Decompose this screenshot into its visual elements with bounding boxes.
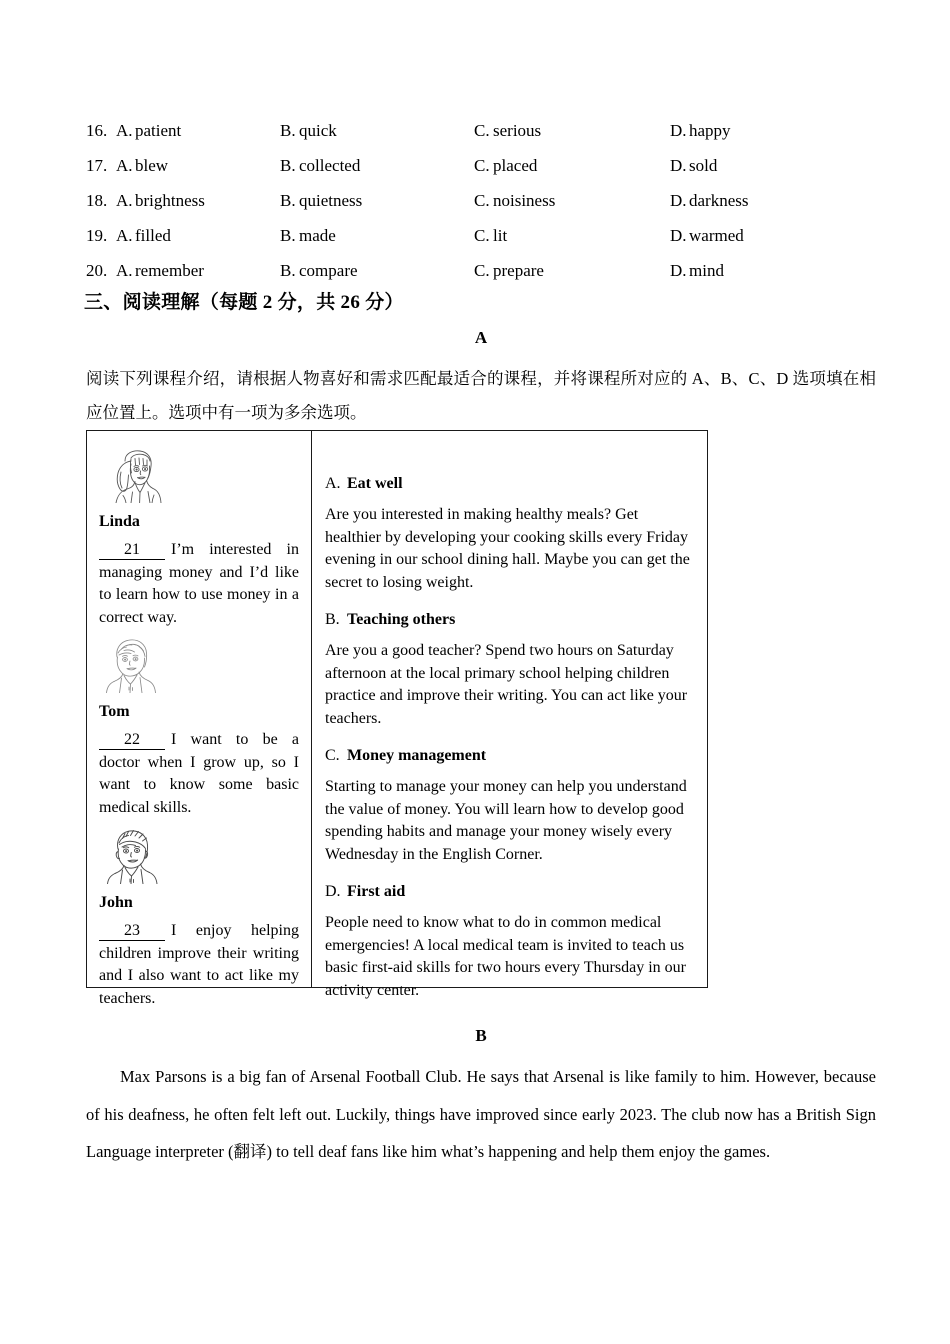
passage-b-text: Max Parsons is a big fan of Arsenal Football Club. He says that Arsenal is like family to him. However, because of his deafness, he often felt left out. Luckily, things have improved since early 2023. The club now has a British Sign Language interpreter (翻译) to tell deaf fans like him what’s happening and help them enjoy the games.: [86, 1067, 876, 1161]
option-b[interactable]: [280, 218, 336, 253]
course-description: Starting to manage your money can help you understand the value of money. You will learn how to develop good spending habits and manage your money wisely every Wednesday in the English Corner.: [325, 778, 687, 863]
option-text: compare: [299, 261, 358, 280]
course-key: B.: [325, 611, 340, 628]
option-text: filled: [135, 226, 171, 245]
answer-blank-21[interactable]: 21: [99, 541, 165, 560]
option-d[interactable]: [670, 183, 748, 218]
option-letter: D.: [670, 226, 687, 245]
question-number: 16.: [86, 121, 108, 140]
option-letter: A.: [116, 261, 133, 280]
course-title: [325, 743, 695, 769]
option-d[interactable]: [670, 253, 724, 288]
option-text: sold: [689, 156, 718, 175]
option-text: quietness: [299, 191, 363, 210]
course-item-d: [325, 879, 695, 1002]
course-item-b: [325, 607, 695, 730]
course-title: [325, 607, 695, 633]
option-c[interactable]: [474, 113, 541, 148]
option-letter: D.: [670, 156, 687, 175]
option-d[interactable]: [670, 113, 731, 148]
option-text: lit: [493, 226, 508, 245]
option-letter: C.: [474, 226, 490, 245]
option-letter: D.: [670, 191, 687, 210]
course-key: D.: [325, 883, 341, 900]
question-number: 17.: [86, 156, 108, 175]
matching-table: [86, 430, 708, 1007]
cloze-option-row: [86, 253, 876, 288]
answer-blank-22[interactable]: 22: [99, 731, 165, 750]
person-name: Linda: [99, 513, 140, 530]
option-text: serious: [493, 121, 542, 140]
option-text: mind: [689, 261, 724, 280]
option-c[interactable]: [474, 183, 555, 218]
people-column: [87, 431, 312, 1007]
option-text: happy: [689, 121, 731, 140]
option-letter: B.: [280, 121, 296, 140]
cloze-option-row: [86, 113, 876, 148]
option-letter: C.: [474, 156, 490, 175]
option-text: brightness: [135, 191, 205, 210]
course-key: A.: [325, 475, 341, 492]
option-letter: C.: [474, 261, 490, 280]
cloze-option-row: [86, 183, 876, 218]
option-text: remember: [135, 261, 204, 280]
boy-spiky-hair-avatar: [105, 827, 299, 889]
course-key: C.: [325, 747, 340, 764]
option-text: darkness: [689, 191, 749, 210]
person-name: Tom: [99, 703, 130, 720]
option-letter: C.: [474, 121, 490, 140]
option-text: collected: [299, 156, 361, 175]
part-label-a: A: [474, 328, 488, 347]
option-letter: A.: [116, 191, 133, 210]
option-text: patient: [135, 121, 182, 140]
course-item-a: [325, 471, 695, 594]
option-text: quick: [299, 121, 337, 140]
course-name: First aid: [347, 883, 406, 900]
courses-column: [312, 431, 707, 999]
option-letter: C.: [474, 191, 490, 210]
question-number: 19.: [86, 226, 108, 245]
option-a[interactable]: [116, 113, 181, 148]
option-letter: D.: [670, 121, 687, 140]
cloze-options-block: [86, 113, 876, 288]
course-name: Teaching others: [347, 611, 456, 628]
option-a[interactable]: [116, 148, 168, 183]
option-text: made: [299, 226, 336, 245]
option-letter: A.: [116, 226, 133, 245]
course-title: [325, 471, 695, 497]
option-text: placed: [493, 156, 538, 175]
option-c[interactable]: [474, 218, 507, 253]
option-letter: B.: [280, 191, 296, 210]
answer-blank-23[interactable]: 23: [99, 922, 165, 941]
person-statement-text: I’m interested in managing money and I’d like to learn how to use money in a correct way.: [99, 541, 299, 626]
option-letter: A.: [116, 156, 133, 175]
option-b[interactable]: [280, 113, 337, 148]
option-text: warmed: [689, 226, 744, 245]
option-letter: B.: [280, 261, 296, 280]
option-c[interactable]: [474, 253, 544, 288]
option-a[interactable]: [116, 253, 204, 288]
question-number: 20.: [86, 261, 108, 280]
course-description: People need to know what to do in common medical emergencies! A local medical team is invited to teach us basic first-aid skills for two hours every Thursday in our activity center.: [325, 914, 686, 999]
course-name: Eat well: [347, 475, 403, 492]
option-letter: D.: [670, 261, 687, 280]
option-d[interactable]: [670, 148, 717, 183]
option-letter: B.: [280, 156, 296, 175]
course-name: Money management: [347, 747, 487, 764]
option-text: prepare: [493, 261, 544, 280]
girl-ponytail-avatar: [105, 447, 299, 508]
course-description: Are you interested in making healthy meals? Get healthier by developing your cooking skills every Friday evening in our school dining hall. Maybe you can get the secret to losing weight.: [325, 506, 690, 591]
boy-curly-hair-avatar: [105, 637, 299, 698]
option-b[interactable]: [280, 183, 362, 218]
course-description: Are you a good teacher? Spend two hours on Saturday afternoon at the local primary school helping children practice and improve their writing. You can act like your teachers.: [325, 642, 688, 727]
course-title: [325, 879, 695, 905]
option-letter: A.: [116, 121, 133, 140]
person-name: John: [99, 894, 133, 911]
person-statement: [99, 920, 299, 1010]
option-b[interactable]: [280, 253, 358, 288]
question-number: 18.: [86, 191, 108, 210]
option-c[interactable]: [474, 148, 537, 183]
option-a[interactable]: [116, 218, 171, 253]
person-statement: [99, 539, 299, 629]
option-d[interactable]: [670, 218, 744, 253]
person-statement-text: I want to be a doctor when I grow up, so I want to know some basic medical skills.: [99, 731, 299, 816]
reading-instructions: 阅读下列课程介绍，请根据人物喜好和需求匹配最适合的课程，并将课程所对应的 A、B、C、D 选项填在相应位置上。选项中有一项为多余选项。: [86, 369, 876, 422]
person-statement: [99, 729, 299, 819]
option-text: noisiness: [493, 191, 556, 210]
cloze-option-row: [86, 148, 876, 183]
option-b[interactable]: [280, 148, 360, 183]
option-a[interactable]: [116, 183, 205, 218]
course-item-c: [325, 743, 695, 866]
part-label-b: B: [475, 1026, 487, 1045]
option-text: blew: [135, 156, 169, 175]
section-heading-reading: 三、阅读理解（每题 2 分，共 26 分）: [84, 292, 404, 313]
option-letter: B.: [280, 226, 296, 245]
person-statement-text: I enjoy helping children improve their writing and I also want to act like my teachers.: [99, 922, 299, 1007]
cloze-option-row: [86, 218, 876, 253]
